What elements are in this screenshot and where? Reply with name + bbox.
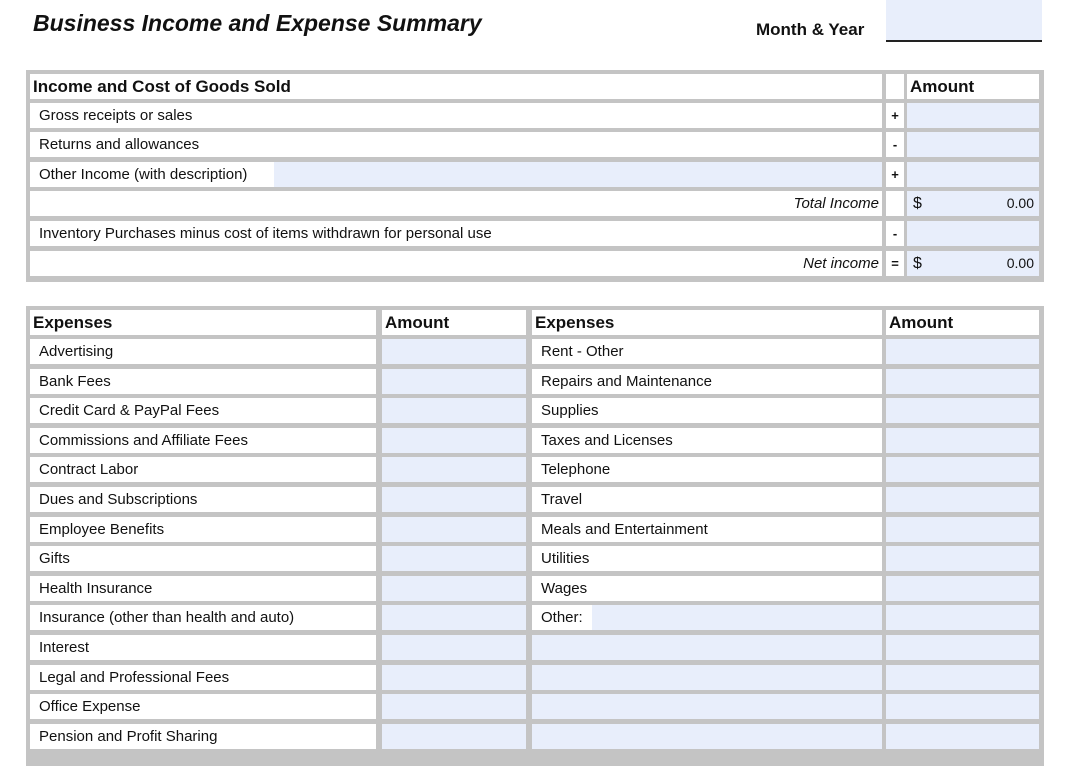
expense-label-right: Travel	[532, 487, 882, 512]
expense-amount-left-field[interactable]	[382, 339, 526, 364]
amount-header-left: Amount	[382, 310, 526, 335]
expense-amount-left-field[interactable]	[382, 369, 526, 394]
expense-label-right-field[interactable]	[532, 724, 882, 749]
gross-receipts-field[interactable]	[907, 103, 1039, 128]
expense-label-right: Supplies	[532, 398, 882, 423]
inventory-label: Inventory Purchases minus cost of items withdrawn for personal use	[30, 221, 882, 246]
gross-receipts-operator: +	[886, 103, 904, 128]
total-income-value: 0.00	[1006, 195, 1034, 211]
expense-label-right: Taxes and Licenses	[532, 428, 882, 453]
expense-amount-right-field[interactable]	[886, 635, 1039, 660]
expense-amount-left-field[interactable]	[382, 576, 526, 601]
expense-label-left: Pension and Profit Sharing	[30, 724, 376, 749]
expense-label-right-field[interactable]	[532, 694, 882, 719]
total-income-label: Total Income	[793, 195, 879, 212]
expense-amount-left-field[interactable]	[382, 487, 526, 512]
expense-amount-right-field[interactable]	[886, 517, 1039, 542]
expense-label-left: Dues and Subscriptions	[30, 487, 376, 512]
expense-label-left: Office Expense	[30, 694, 376, 719]
expense-amount-right-field[interactable]	[886, 694, 1039, 719]
expense-label-left: Commissions and Affiliate Fees	[30, 428, 376, 453]
other-income-description-field[interactable]	[274, 162, 882, 187]
expense-amount-right-field[interactable]	[886, 605, 1039, 630]
expense-amount-right-field[interactable]	[886, 665, 1039, 690]
income-panel	[26, 70, 1044, 282]
inventory-field[interactable]	[907, 221, 1039, 246]
expense-amount-right-field[interactable]	[886, 428, 1039, 453]
expense-label-left: Bank Fees	[30, 369, 376, 394]
expense-amount-right-field[interactable]	[886, 487, 1039, 512]
expense-label-left: Advertising	[30, 339, 376, 364]
expense-label-right: Utilities	[532, 546, 882, 571]
net-income-value: 0.00	[1006, 255, 1034, 271]
expense-amount-left-field[interactable]	[382, 724, 526, 749]
total-income-operator-blank	[886, 191, 904, 216]
other-income-field[interactable]	[907, 162, 1039, 187]
other-income-operator: +	[886, 162, 904, 187]
net-income-operator: =	[886, 251, 904, 276]
page-title: Business Income and Expense Summary	[33, 10, 482, 36]
returns-label: Returns and allowances	[30, 132, 882, 157]
expense-amount-right-field[interactable]	[886, 398, 1039, 423]
expense-label-right: Wages	[532, 576, 882, 601]
expense-label-right: Meals and Entertainment	[532, 517, 882, 542]
net-income-value-box	[907, 251, 1039, 276]
expense-label-left: Health Insurance	[30, 576, 376, 601]
expense-amount-left-field[interactable]	[382, 398, 526, 423]
total-income-value-box	[907, 191, 1039, 216]
expense-label-right-field[interactable]	[532, 635, 882, 660]
expense-amount-left-field[interactable]	[382, 457, 526, 482]
expense-label-right: Other:	[532, 605, 592, 630]
expense-label-left: Gifts	[30, 546, 376, 571]
expense-label-right: Telephone	[532, 457, 882, 482]
expense-label-left: Insurance (other than health and auto)	[30, 605, 376, 630]
expense-label-right-field[interactable]	[532, 665, 882, 690]
inventory-operator: -	[886, 221, 904, 246]
expense-amount-left-field[interactable]	[382, 517, 526, 542]
total-income-currency: $	[913, 195, 922, 212]
expenses-header-left: Expenses	[30, 310, 376, 335]
expense-label-right: Rent - Other	[532, 339, 882, 364]
expense-amount-right-field[interactable]	[886, 546, 1039, 571]
expenses-header-right: Expenses	[532, 310, 882, 335]
expense-amount-right-field[interactable]	[886, 576, 1039, 601]
month-year-field[interactable]	[886, 0, 1042, 42]
expense-amount-right-field[interactable]	[886, 457, 1039, 482]
income-header: Income and Cost of Goods Sold	[30, 74, 882, 99]
expense-amount-right-field[interactable]	[886, 724, 1039, 749]
expense-amount-right-field[interactable]	[886, 369, 1039, 394]
income-amount-header: Amount	[907, 74, 1039, 99]
net-income-currency: $	[913, 255, 922, 272]
expense-label-left: Employee Benefits	[30, 517, 376, 542]
expense-label-left: Contract Labor	[30, 457, 376, 482]
gross-receipts-label: Gross receipts or sales	[30, 103, 882, 128]
expense-label-left: Legal and Professional Fees	[30, 665, 376, 690]
expense-amount-left-field[interactable]	[382, 694, 526, 719]
expense-label-right: Repairs and Maintenance	[532, 369, 882, 394]
amount-header-right: Amount	[886, 310, 1039, 335]
net-income-label: Net income	[803, 255, 879, 272]
expense-amount-left-field[interactable]	[382, 635, 526, 660]
month-year-label: Month & Year	[756, 20, 865, 39]
expense-amount-left-field[interactable]	[382, 428, 526, 453]
returns-operator: -	[886, 132, 904, 157]
expense-amount-left-field[interactable]	[382, 665, 526, 690]
expense-amount-right-field[interactable]	[886, 339, 1039, 364]
returns-field[interactable]	[907, 132, 1039, 157]
operator-header-blank	[886, 74, 904, 99]
expenses-panel	[26, 306, 1044, 766]
expense-amount-left-field[interactable]	[382, 605, 526, 630]
expense-label-left: Credit Card & PayPal Fees	[30, 398, 376, 423]
other-expense-description-field[interactable]	[592, 605, 882, 630]
expense-label-left: Interest	[30, 635, 376, 660]
other-income-label: Other Income (with description)	[30, 162, 274, 187]
expense-amount-left-field[interactable]	[382, 546, 526, 571]
